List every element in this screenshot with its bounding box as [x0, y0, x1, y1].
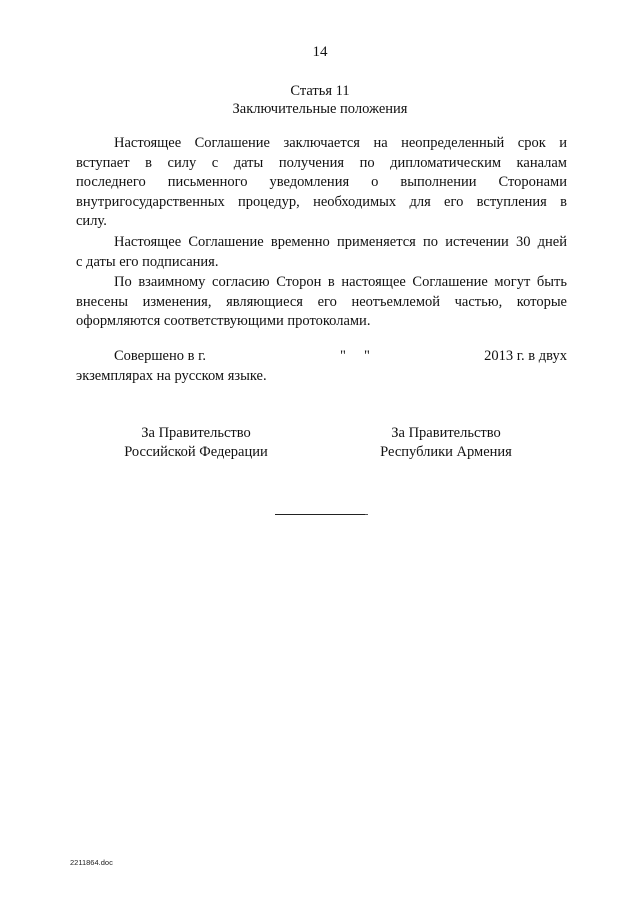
article-heading [0, 82, 640, 118]
execution-clause [76, 346, 567, 386]
paragraph-line: По взаимному согласию Сторон в настоящее Соглашение могут быть [114, 274, 567, 291]
signature-party: Республики Армения [380, 444, 512, 460]
paragraph-line: внесены изменения, являющиеся его неотъемлемой частью, которые [76, 293, 567, 310]
execution-clause-line-2: экземплярах на русском языке. [76, 368, 267, 384]
paragraph-line: с даты его подписания. [76, 253, 219, 270]
execution-date-quotes: " " [340, 348, 370, 364]
article-title: Заключительные положения [232, 101, 408, 117]
paragraph-1 [76, 134, 567, 232]
signature-armenia [336, 424, 556, 462]
closing-rule [275, 514, 365, 515]
article-body [76, 134, 567, 333]
paragraph-line: Настоящее Соглашение заключается на неопределенный срок и [114, 135, 567, 151]
signature-party: Российской Федерации [124, 444, 268, 460]
signature-label: За Правительство [391, 425, 501, 441]
page-number: 14 [312, 44, 328, 60]
paragraph-2 [76, 233, 567, 272]
paragraph-line: силу. [76, 213, 107, 230]
signature-label: За Правительство [141, 425, 251, 441]
footer-file-name: 2211864.doc [70, 858, 113, 867]
paragraph-line: последнего письменного уведомления о выполнении Сторонами [76, 174, 567, 191]
execution-clause-line-1 [76, 346, 567, 366]
paragraph-line: Настоящее Соглашение временно применяется по истечении 30 дней [114, 233, 567, 250]
paragraph-line: оформляются соответствующими протоколами. [76, 313, 371, 330]
paragraph-3 [76, 273, 567, 332]
execution-place: Совершено в г. [114, 348, 207, 364]
paragraph-line: внутригосударственных процедур, необходимых для его вступления в [76, 193, 567, 210]
paragraph-line: вступает в силу с даты получения по дипломатическим каналам [76, 154, 567, 171]
signature-russia [86, 424, 306, 462]
execution-year: 2013 г. в двух [484, 348, 567, 364]
article-number: Статья 11 [290, 83, 350, 99]
